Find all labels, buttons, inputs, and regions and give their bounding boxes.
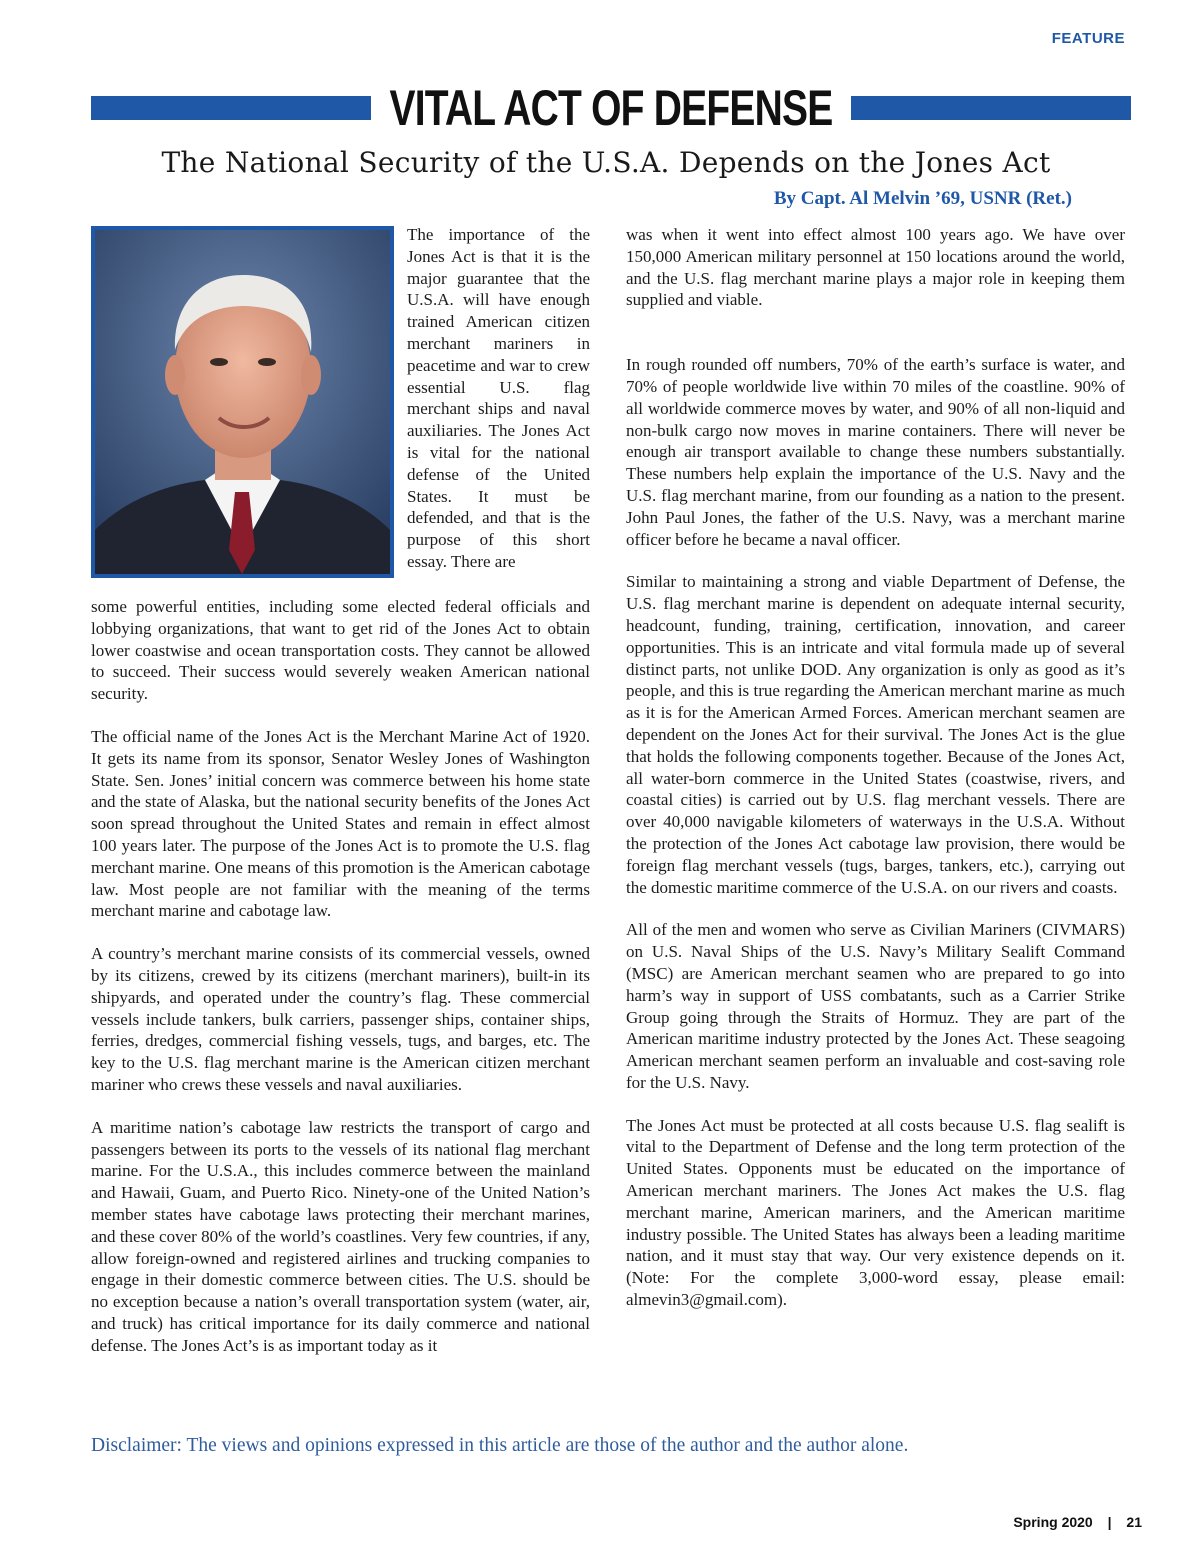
byline: By Capt. Al Melvin ’69, USNR (Ret.) bbox=[773, 188, 1072, 209]
page-footer bbox=[1013, 1514, 1142, 1530]
body-paragraph: All of the men and women who serve as Civilian Mariners (CIVMARS) on U.S. Naval Ships of the U.S. Navy’s Military Sealift Command (MSC) are American merchant seamen who are prepared to go into harm’s way in support of USS combatants, such as a Carrier Strike Group going through the Straits of Hormuz. They are part of the American maritime industry protected by the Jones Act. These seagoing American merchant seamen perform an invaluable and cost-saving role for the U.S. Navy. bbox=[626, 920, 1125, 1092]
column-left-narrow bbox=[407, 224, 590, 573]
headline-banner bbox=[91, 80, 1131, 136]
body-paragraph: Similar to maintaining a strong and viable Department of Defense, the U.S. flag merchant marine is dependent on adequate internal security, headcount, funding, training, certification, innovation, and career opportunities. This is an intricate and vital formula made up of several distinct parts, not unlike DOD. Any organization is only as good as it’s people, and this is true regarding the American merchant marine as much as it is for the American Armed Forces. American merchant seamen are dependent on the Jones Act for their survival. The Jones Act is the glue that holds the following components together. Because of the Jones Act, all water-born commerce in the United States (coastwise, rivers, and coastal cities) is carried out by U.S. flag merchant vessels. There are over 40,000 navigable kilometers of waterways in the U.S.A. Without the protection of the Jones Act cabotage law provision, there would be foreign flag merchant vessels (tugs, barges, tankers, etc.), carrying out the domestic maritime commerce of the U.S.A. on our rivers and coasts. bbox=[626, 572, 1125, 897]
body-paragraph: A country’s merchant marine consists of its commercial vessels, owned by its citizens, crewed by its citizens (merchant mariners), built-in its shipyards, and operated under the country’s flag. These commercial vessels include tankers, bulk carriers, passenger ships, container ships, ferries, dredges, commercial fishing vessels, tugs, and barges, etc. The key to the U.S. flag merchant marine is the American citizen merchant mariner who crews these vessels and naval auxiliaries. bbox=[91, 944, 590, 1094]
headline-rule-right bbox=[851, 96, 1131, 120]
body-paragraph: A maritime nation’s cabotage law restricts the transport of cargo and passengers between its ports to the vessels of its national flag merchant marine. For the U.S.A., this includes commerce between the mainland and Hawaii, Guam, and Puerto Rico. Ninety-one of the United Nation’s member states have cabotage laws protecting their merchant marines, and these cover 80% of the world’s coastlines. Very few countries, if any, allow foreign-owned and registered airlines and trucking companies to engage in their domestic commerce between cities. The U.S. should be no exception because a nation’s overall transportation system (water, air, and truck) has critical importance for its daily commerce and national defense. The Jones Act’s is as important today as it bbox=[91, 1117, 590, 1355]
page-number: 21 bbox=[1126, 1514, 1142, 1530]
body-paragraph: The official name of the Jones Act is the Merchant Marine Act of 1920. It gets its name from its sponsor, Senator Wesley Jones of Washington State. Sen. Jones’ initial concern was commerce between his home state and the state of Alaska, but the national security benefits of the Jones Act soon spread throughout the United States and remain in effect almost 100 years later. The purpose of the Jones Act is to promote the U.S. flag merchant marine. One means of this promotion is the American cabotage law. Most people are not familiar with the meaning of the terms merchant marine and cabotage law. bbox=[91, 726, 590, 921]
intro-paragraph: The importance of the Jones Act is that it is the major guarantee that the U.S.A. will have enough trained American citizen merchant mariners in peacetime and war to crew essential U.S. flag merchant ships and naval auxiliaries. The Jones Act is vital for the national defense of the United States. It must be defended, and that is the purpose of this short essay. There are bbox=[407, 225, 590, 571]
body-paragraph: The Jones Act must be protected at all costs because U.S. flag sealift is vital to the Department of Defense and the long term protection of the United States. Opponents must be educated on the importance of American merchant mariners. The Jones Act makes the U.S. flag merchant marine, American mariners, and the American maritime industry possible. The United States has always been a leading maritime nation, and it must stay that way. Our very existence depends on it. (Note: For the complete 3,000-word essay, please email: almevin3@gmail.com). bbox=[626, 1115, 1125, 1310]
author-portrait-icon bbox=[95, 230, 390, 574]
issue-label: Spring 2020 bbox=[1013, 1514, 1093, 1530]
author-photo bbox=[91, 226, 394, 578]
body-paragraph: was when it went into effect almost 100 years ago. We have over 150,000 American military personnel at 150 locations around the world, and the U.S. flag merchant marine plays a major role in keeping them supplied and viable. bbox=[626, 225, 1125, 310]
subtitle: The National Security of the U.S.A. Depends on the Jones Act bbox=[161, 146, 1051, 179]
body-paragraph: some powerful entities, including some elected federal officials and lobbying organizations, that want to get rid of the Jones Act to obtain lower coastwise and ocean transportation costs. They cannot be allowed to succeed. Their success would severely weaken American national security. bbox=[91, 597, 590, 704]
footer-separator: | bbox=[1107, 1514, 1112, 1530]
page-title: VITAL ACT OF DEFENSE bbox=[389, 80, 833, 136]
disclaimer: Disclaimer: The views and opinions expressed in this article are those of the author and the author alone. bbox=[91, 1435, 909, 1456]
headline-rule-left bbox=[91, 96, 371, 120]
body-paragraph: In rough rounded off numbers, 70% of the earth’s surface is water, and 70% of people worldwide live within 70 miles of the coastline. 90% of all worldwide commerce moves by water, and 90% of all non-liquid and non-bulk cargo now moves in marine containers. There will never be enough air transport available to change these numbers substantially. These numbers help explain the importance of the U.S. Navy and the U.S. flag merchant marine, from our founding as a nation to the present. John Paul Jones, the father of the U.S. Navy, was a merchant marine officer before he became a naval officer. bbox=[626, 355, 1125, 549]
section-label: FEATURE bbox=[1051, 30, 1125, 47]
column-right bbox=[626, 224, 1125, 1332]
column-left bbox=[91, 596, 590, 1357]
